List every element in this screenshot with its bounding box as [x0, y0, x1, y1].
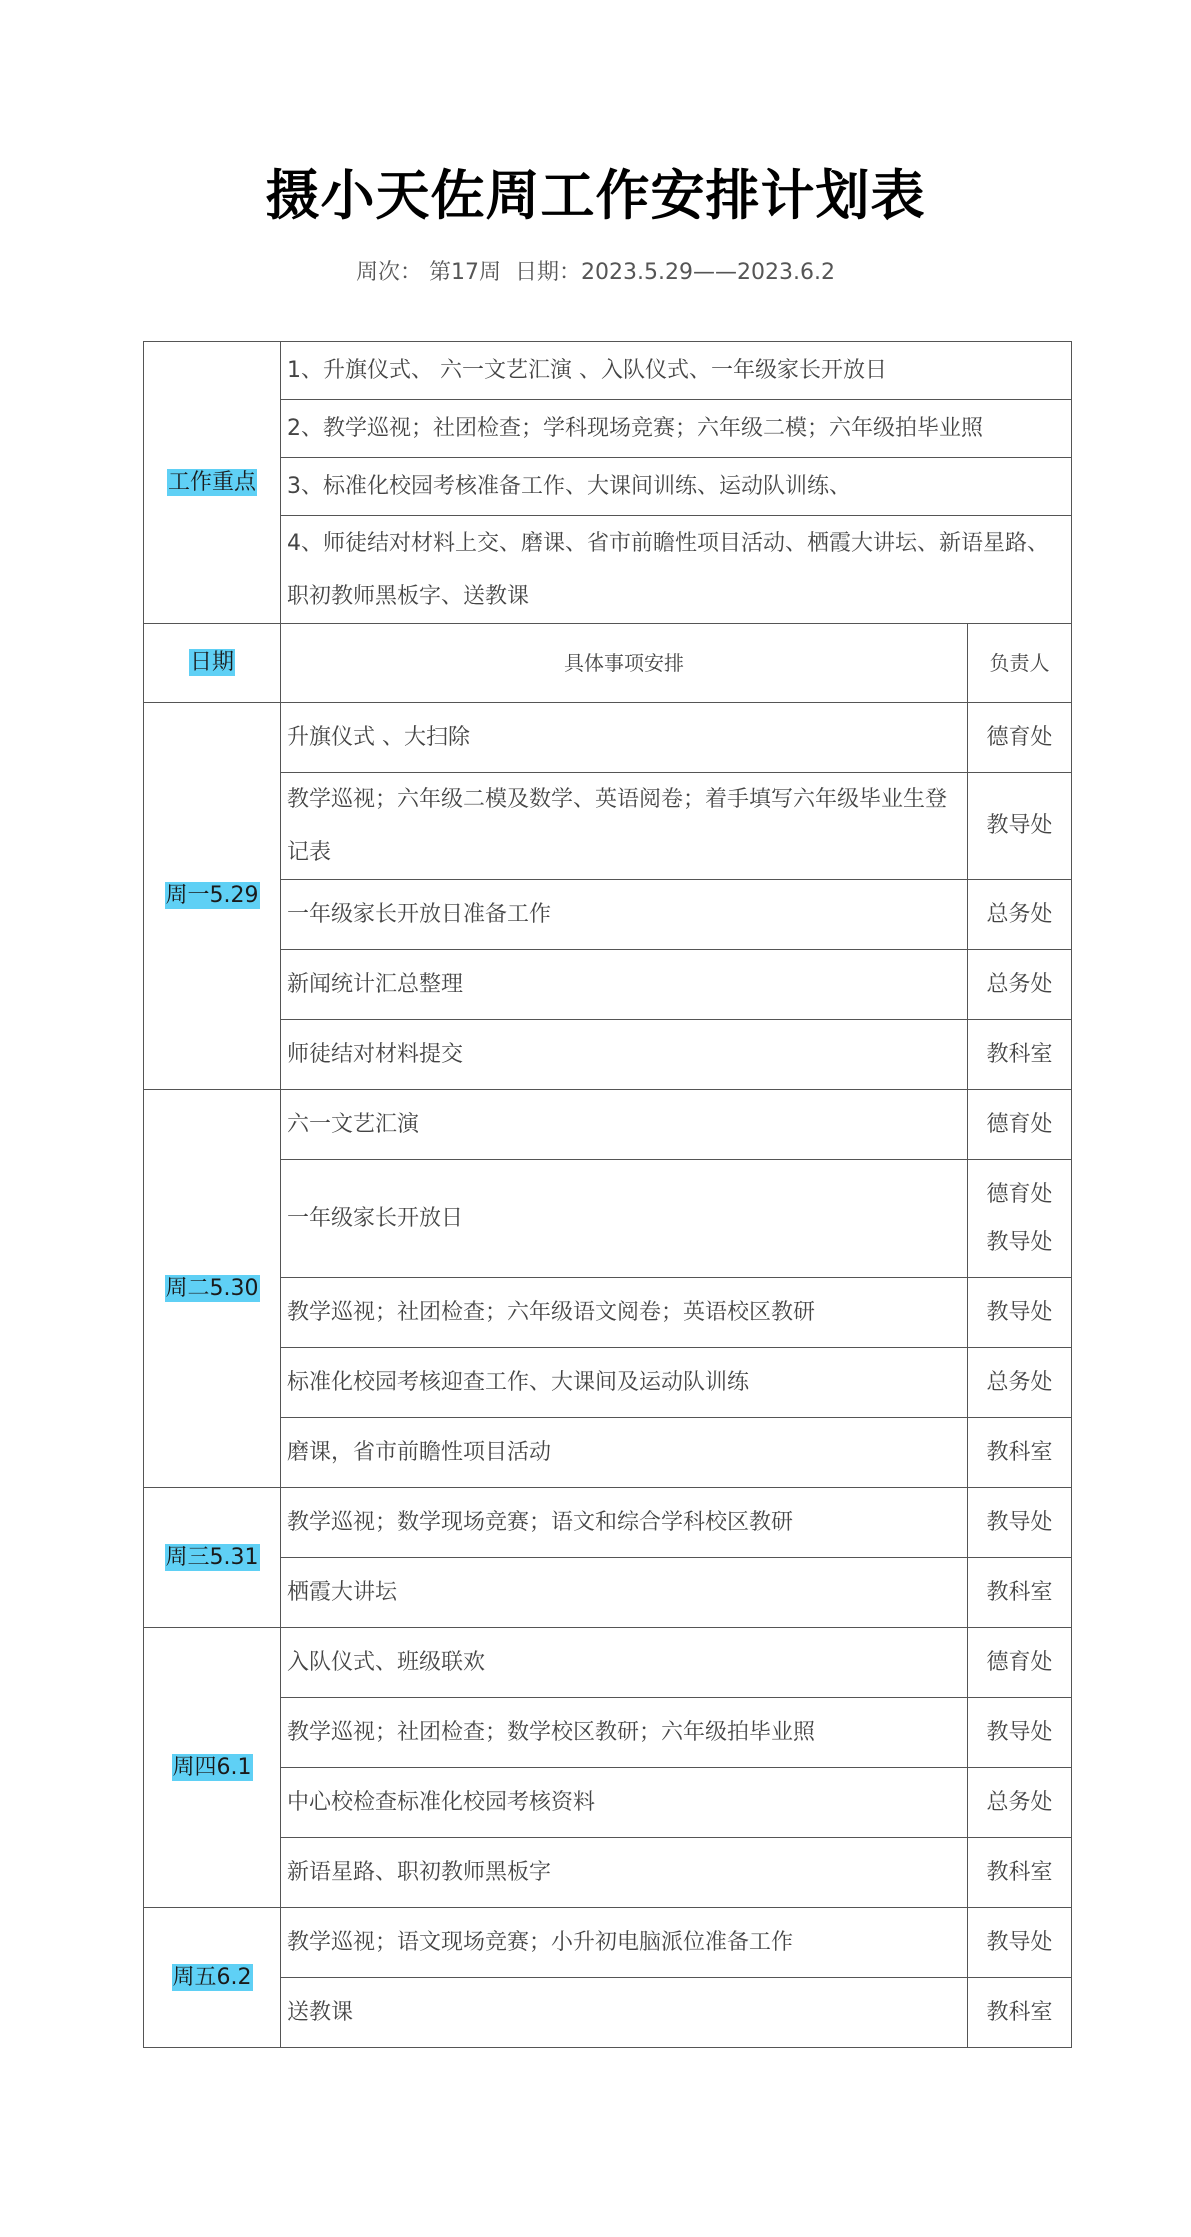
owner-name: 德育处: [986, 1111, 1053, 1137]
owner-name: 总务处: [986, 1369, 1053, 1395]
day-label: 周二5.30: [165, 1275, 259, 1301]
owner-name: 教导处: [986, 813, 1053, 838]
focus-item: 3、标准化校园考核准备工作、大课间训练、运动队训练、: [281, 458, 1072, 516]
date-value: 2023.5.29——2023.6.2: [581, 260, 835, 285]
date-label: 日期：: [515, 260, 582, 285]
page-subtitle: [0, 258, 1191, 288]
owner-cell: [968, 1908, 1072, 1978]
owner-name: 教导处: [986, 1719, 1053, 1745]
day-cell: [144, 1908, 281, 2048]
day-label: 周三5.31: [165, 1544, 259, 1570]
header-date-cell: [144, 624, 281, 703]
table-row: [144, 950, 1072, 1020]
table-row: [144, 1628, 1072, 1698]
table-row: [144, 1768, 1072, 1838]
owner-name: 教导处: [986, 1229, 1053, 1255]
owner-name: 教科室: [986, 1579, 1053, 1605]
table-row: [144, 773, 1072, 880]
owner-name: 教科室: [986, 1859, 1053, 1885]
table-row: [144, 1160, 1072, 1278]
table-row: [144, 1090, 1072, 1160]
task-item: 一年级家长开放日准备工作: [281, 880, 968, 950]
week-value: 第17周: [429, 260, 502, 285]
owner-cell: [968, 1160, 1072, 1278]
focus-row: [144, 342, 1072, 400]
owner-name: 德育处: [986, 1649, 1053, 1675]
focus-label: 工作重点: [167, 469, 256, 495]
table-row: [144, 1020, 1072, 1090]
task-item: 教学巡视；语文现场竞赛；小升初电脑派位准备工作: [281, 1908, 968, 1978]
owner-cell: [968, 1838, 1072, 1908]
owner-name: 德育处: [986, 1181, 1053, 1207]
day-cell: [144, 1628, 281, 1908]
table-row: [144, 1418, 1072, 1488]
owner-cell: [968, 1628, 1072, 1698]
owner-cell: [968, 1978, 1072, 2048]
owner-cell: [968, 950, 1072, 1020]
task-item: 送教课: [281, 1978, 968, 2048]
owner-cell: [968, 1418, 1072, 1488]
owner-cell: [968, 1698, 1072, 1768]
owner-name: 教导处: [986, 1509, 1053, 1535]
task-item: 师徒结对材料提交: [281, 1020, 968, 1090]
task-item: 新语星路、职初教师黑板字: [281, 1838, 968, 1908]
day-cell: [144, 1090, 281, 1488]
schedule-table-body: [144, 342, 1072, 2048]
owner-cell: [968, 1278, 1072, 1348]
owner-cell: [968, 1488, 1072, 1558]
table-row: [144, 1558, 1072, 1628]
task-item: 栖霞大讲坛: [281, 1558, 968, 1628]
owner-name: 教导处: [986, 1929, 1053, 1955]
week-label: 周次：: [356, 260, 423, 285]
owner-name: 总务处: [986, 971, 1053, 997]
page-title: 摄小天佐周工作安排计划表: [265, 164, 926, 227]
task-item: 升旗仪式 、大扫除: [281, 703, 968, 773]
day-cell: [144, 1488, 281, 1628]
task-item: 中心校检查标准化校园考核资料: [281, 1768, 968, 1838]
focus-row: [144, 458, 1072, 516]
owner-cell: [968, 1558, 1072, 1628]
focus-item: 4、师徒结对材料上交、磨课、省市前瞻性项目活动、栖霞大讲坛、新语星路、职初教师黑板字、送教课: [281, 516, 1072, 624]
focus-row: [144, 516, 1072, 624]
table-row: [144, 1838, 1072, 1908]
task-item: 新闻统计汇总整理: [281, 950, 968, 1020]
owner-name: 教科室: [986, 1999, 1053, 2025]
owner-cell: [968, 703, 1072, 773]
schedule-table: [143, 341, 1072, 2048]
task-item: 标准化校园考核迎查工作、大课间及运动队训练: [281, 1348, 968, 1418]
owner-cell: [968, 1768, 1072, 1838]
task-item: 教学巡视；数学现场竞赛；语文和综合学科校区教研: [281, 1488, 968, 1558]
owner-cell: [968, 1020, 1072, 1090]
owner-cell: [968, 1348, 1072, 1418]
header-date: 日期: [189, 650, 234, 675]
task-item: 入队仪式、班级联欢: [281, 1628, 968, 1698]
table-row: [144, 1488, 1072, 1558]
owner-cell: [968, 1090, 1072, 1160]
focus-item: 2、教学巡视；社团检查；学科现场竞赛；六年级二模；六年级拍毕业照: [281, 400, 1072, 458]
focus-label-cell: [144, 342, 281, 624]
header-owner: 负责人: [968, 624, 1072, 703]
owner-name: 教科室: [986, 1439, 1053, 1465]
table-row: [144, 1698, 1072, 1768]
owner-name: 总务处: [986, 901, 1053, 927]
owner-cell: [968, 880, 1072, 950]
day-label: 周四6.1: [172, 1754, 252, 1780]
owner-name: 教导处: [986, 1299, 1053, 1325]
task-item: 教学巡视；六年级二模及数学、英语阅卷；着手填写六年级毕业生登记表: [281, 773, 968, 880]
task-item: 一年级家长开放日: [281, 1160, 968, 1278]
header-row: [144, 624, 1072, 703]
table-row: [144, 1278, 1072, 1348]
task-item: 六一文艺汇演: [281, 1090, 968, 1160]
day-label: 周五6.2: [172, 1964, 252, 1990]
task-item: 教学巡视；社团检查；数学校区教研；六年级拍毕业照: [281, 1698, 968, 1768]
focus-row: [144, 400, 1072, 458]
focus-item: 1、升旗仪式、 六一文艺汇演 、入队仪式、一年级家长开放日: [281, 342, 1072, 400]
day-label: 周一5.29: [165, 883, 259, 908]
day-cell: [144, 703, 281, 1090]
table-row: [144, 880, 1072, 950]
owner-name: 德育处: [986, 724, 1053, 750]
owner-name: 总务处: [986, 1789, 1053, 1815]
table-row: [144, 1348, 1072, 1418]
table-row: [144, 1978, 1072, 2048]
header-item: 具体事项安排: [281, 624, 968, 703]
task-item: 教学巡视；社团检查；六年级语文阅卷；英语校区教研: [281, 1278, 968, 1348]
table-row: [144, 703, 1072, 773]
task-item: 磨课，省市前瞻性项目活动: [281, 1418, 968, 1488]
table-row: [144, 1908, 1072, 1978]
owner-name: 教科室: [986, 1041, 1053, 1067]
owner-cell: [968, 773, 1072, 880]
